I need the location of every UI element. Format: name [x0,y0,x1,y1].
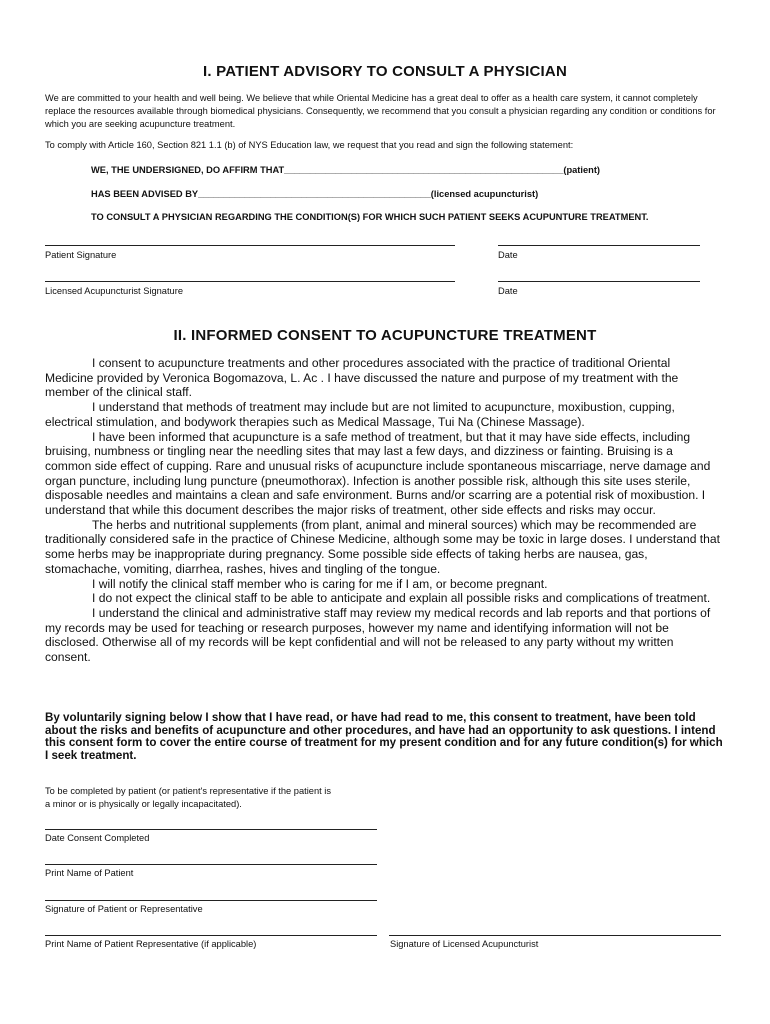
consent-paragraph-2: I understand that methods of treatment may include but are not limited to acupuncture, moxibustion, cupping, electrical stimulation, and bodywork therapies such as Medical Massage, Tui Na (Chinese Massage). [45,400,675,429]
print-rep-label: Print Name of Patient Representative (if applicable) [45,939,257,949]
date-line-1[interactable] [498,245,700,246]
acupuncturist-signature-label: Licensed Acupuncturist Signature [45,286,183,296]
consent-paragraph-6: I do not expect the clinical staff to be able to anticipate and explain all possible risks and complications of treatment. [92,591,711,606]
print-name-line[interactable] [45,864,377,865]
completion-note: To be completed by patient (or patient's representative if the patient is a minor or is physically or legally incapacitated). [45,786,332,809]
patient-signature-line[interactable] [45,245,455,246]
date-label-1: Date [498,250,518,260]
voluntary-signing-statement: By voluntarily signing below I show that I have read, or have had read to me, this consent to treatment, have been told about the risks and benefits of acupuncture and other procedures, and have had an opportunity to ask questions. I intend this consent form to cover the entire course of treatment for my present condition and for any future condition(s) for which I seek treatment. [45,711,723,762]
acupuncturist-signature-line[interactable] [45,281,455,282]
date-consent-label: Date Consent Completed [45,833,150,843]
affirm-statement-line: WE, THE UNDERSIGNED, DO AFFIRM THAT______________________________________________________(patient) [91,165,601,175]
acupuncturist-sig-label: Signature of Licensed Acupuncturist [390,939,539,949]
section1-intro: We are committed to your health and well being. We believe that while Oriental Medicine has a great deal to offer as a health care system, it cannot completely replace the resources available through biomedical physicians. Consequently, we recommend that you consult a physician regarding any condition or conditions for which you are seeking acupuncture treatment. [45,93,716,129]
consent-paragraph-3: I have been informed that acupuncture is a safe method of treatment, but that it may have side effects, including bruising, numbness or tingling near the needling sites that may last a few days, and dizziness or fainting. Bruising is a common side effect of cupping. Rare and unusual risks of acupuncture include spontaneous miscarriage, nerve damage and organ puncture, including lung puncture (pneumothorax). Infection is another possible risk, although this site uses sterile, disposable needles and maintains a clean and safe environment. Burns and/or scarring are a potential risk of moxibustion. I understand that while this document describes the major risks of treatment, other side effects and risks may occur. [45,429,711,518]
consent-body [45,356,721,665]
date-line-2[interactable] [498,281,700,282]
consent-paragraph-5: I will notify the clinical staff member who is caring for me if I am, or become pregnant. [92,576,548,591]
consult-physician-line: TO CONSULT A PHYSICIAN REGARDING THE CONDITION(S) FOR WHICH SUCH PATIENT SEEKS ACUPUNTURE TREATMENT. [91,212,649,222]
patient-signature-label: Patient Signature [45,250,117,260]
signature-rep-line[interactable] [45,900,377,901]
section2-title: II. INFORMED CONSENT TO ACUPUNCTURE TREATMENT [173,327,597,344]
consent-paragraph-1: I consent to acupuncture treatments and other procedures associated with the practice of traditional Oriental Medicine provided by Veronica Bogomazova, L. Ac . I have discussed the nature and purpose of my treatment with the member of the clinical staff. [45,356,679,400]
date-label-2: Date [498,286,518,296]
print-name-label: Print Name of Patient [45,868,134,878]
print-rep-line[interactable] [45,935,377,936]
advised-by-line: HAS BEEN ADVISED BY_____________________________________________(licensed acupuncturist) [91,189,539,199]
section1-comply-text: To comply with Article 160, Section 821 1.1 (b) of NYS Education law, we request that you read and sign the following statement: [45,140,574,150]
date-consent-line[interactable] [45,829,377,830]
signature-rep-label: Signature of Patient or Representative [45,904,203,914]
consent-paragraph-4: The herbs and nutritional supplements (from plant, animal and mineral sources) which may be recommended are traditionally considered safe in the practice of Chinese Medicine, although some may be toxic in large doses. I understand that some herbs may be inappropriate during pregnancy. Some possible side effects of taking herbs are nausea, gas, stomachache, vomiting, diarrhea, rashes, hives and tingling of the tongue. [45,517,720,576]
acupuncturist-sig-line[interactable] [389,935,721,936]
section1-title: I. PATIENT ADVISORY TO CONSULT A PHYSICIAN [203,63,567,80]
consent-paragraph-7: I understand the clinical and administrative staff may review my medical records and lab reports and that portions of my records may be used for teaching or research purposes, however my name and identifying information will not be disclosed. Otherwise all of my records will be kept confidential and will not be released to any party without my written consent. [45,605,711,665]
